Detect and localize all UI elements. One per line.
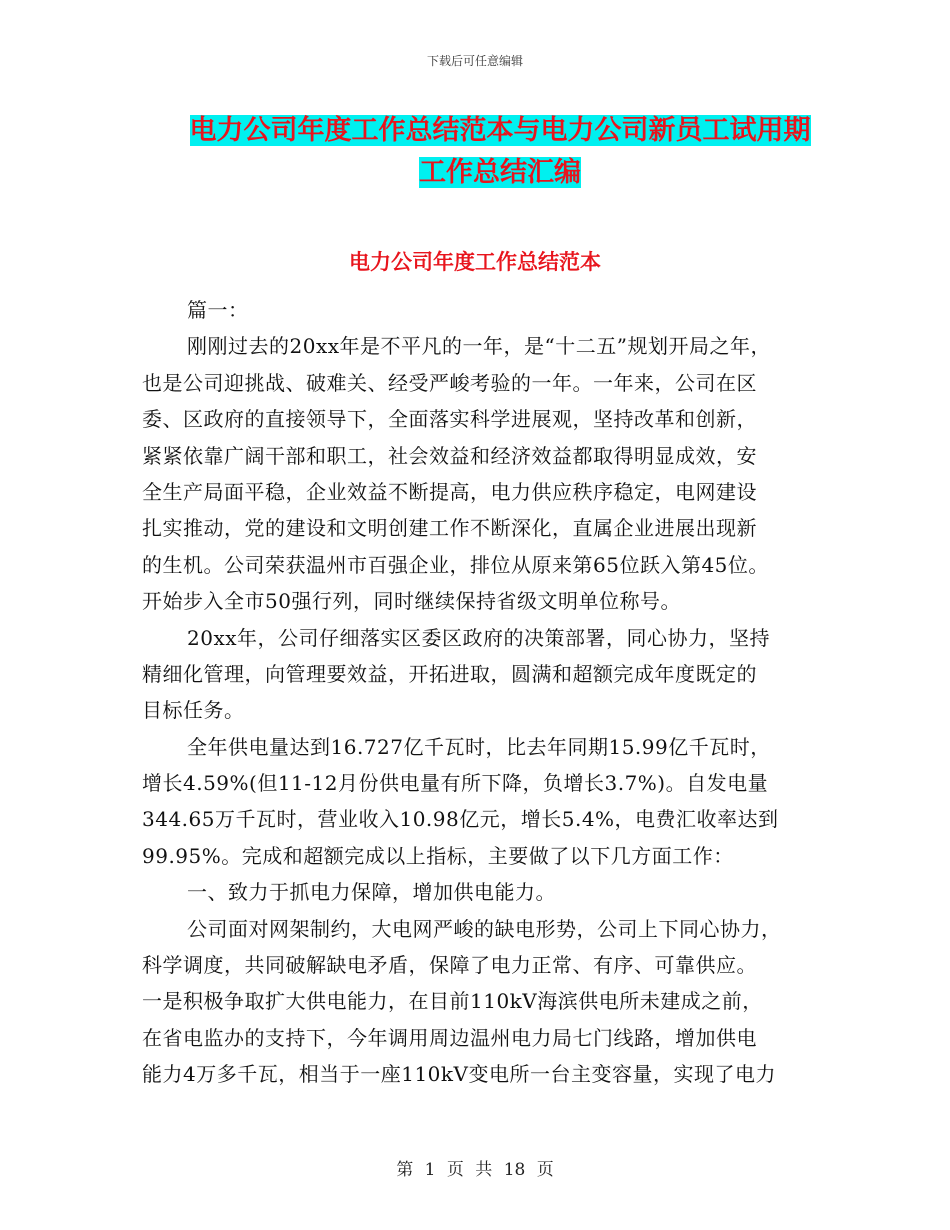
title-highlight-1: 电力公司年度工作总结范本与电力公司新员工试用期 <box>189 115 811 146</box>
text-line: 能力4万多千瓦，相当于一座110kV变电所一台主变容量，实现了电力 <box>142 1062 776 1087</box>
text-line: 20xx年，公司仔细落实区委区政府的决策部署，同心协力，坚持 <box>187 625 771 650</box>
text-line: 开始步入全市50强行列，同时继续保持省级文明单位称号。 <box>142 589 681 614</box>
text-line: 刚刚过去的20xx年是不平凡的一年，是“十二五”规划开局之年， <box>187 334 771 359</box>
text-line: 全年供电量达到16.727亿千瓦时，比去年同期15.99亿千瓦时， <box>187 734 771 759</box>
document-title-line-2 <box>140 152 860 194</box>
document-body <box>142 292 814 1093</box>
text-line: 公司面对网架制约，大电网严峻的缺电形势，公司上下同心协力， <box>187 916 782 941</box>
text-line: 也是公司迎挑战、破难关、经受严峻考验的一年。一年来，公司在区 <box>142 370 757 395</box>
text-line: 增长4.59%(但11-12月份供电量有所下降，负增长3.7%)。自发电量 <box>142 771 769 796</box>
page-header-note: 下载后可任意编辑 <box>426 54 523 68</box>
text-line: 目标任务。 <box>142 698 245 723</box>
text-line: 委、区政府的直接领导下，全面落实科学进展观，坚持改革和创新， <box>142 407 757 432</box>
text-line: 紧紧依靠广阔干部和职工，社会效益和经济效益都取得明显成效，安 <box>142 443 757 468</box>
title-highlight-2: 工作总结汇编 <box>419 157 581 188</box>
text-line: 一、致力于抓电力保障，增加供电能力。 <box>187 880 556 905</box>
document-title <box>140 110 860 194</box>
text-line: 344.65万千瓦时，营业收入10.98亿元，增长5.4%，电费汇收率达到 <box>142 807 779 832</box>
text-line: 一是积极争取扩大供电能力，在目前110kV海滨供电所未建成之前， <box>142 989 763 1014</box>
text-line: 在省电监办的支持下，今年调用周边温州电力局七门线路，增加供电 <box>142 1025 757 1050</box>
text-line: 精细化管理，向管理要效益，开拓进取，圆满和超额完成年度既定的 <box>142 661 757 686</box>
page-footer: 第 1 页 共 18 页 <box>396 1160 554 1180</box>
section-title: 电力公司年度工作总结范本 <box>349 249 601 274</box>
text-line: 科学调度，共同破解缺电矛盾，保障了电力正常、有序、可靠供应。 <box>142 953 757 978</box>
text-line: 扎实推动，党的建设和文明创建工作不断深化，直属企业进展出现新 <box>142 516 757 541</box>
text-line: 全生产局面平稳，企业效益不断提高，电力供应秩序稳定，电网建设 <box>142 479 757 504</box>
text-line: 的生机。公司荣获温州市百强企业，排位从原来第65位跃入第45位。 <box>142 552 769 577</box>
document-title-line-1 <box>140 110 860 152</box>
text-line: 篇一： <box>187 298 249 322</box>
text-line: 99.95%。完成和超额完成以上指标，主要做了以下几方面工作： <box>142 843 734 868</box>
